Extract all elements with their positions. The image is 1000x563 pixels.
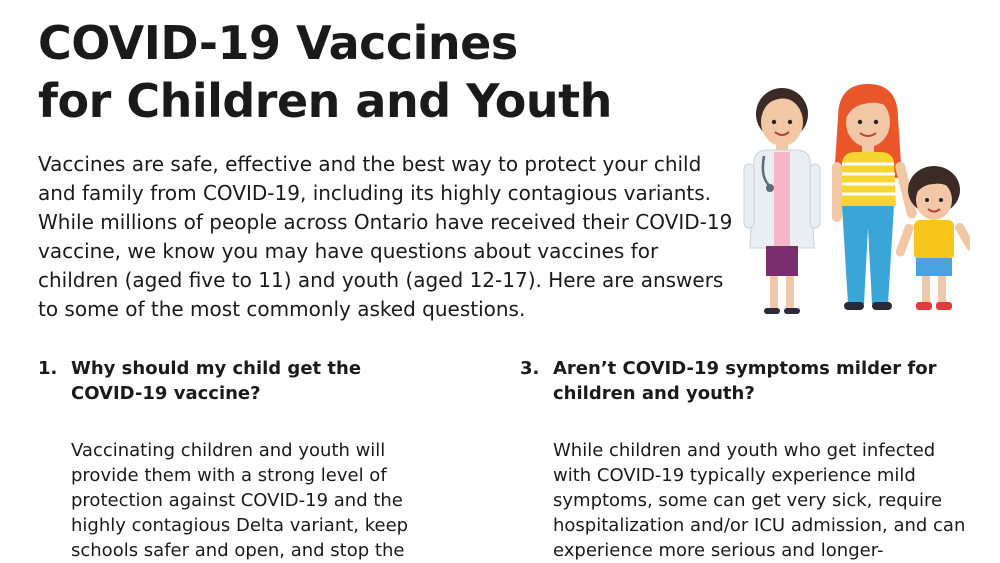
- family-illustration: [738, 78, 970, 323]
- doctor-figure: [744, 88, 820, 314]
- question-1-text: Why should my child get the COVID-19 vaccine?: [71, 358, 362, 404]
- question-1-heading: [38, 356, 438, 406]
- question-1-number: 1.: [38, 358, 58, 379]
- question-3-text: Aren’t COVID-19 symptoms milder for children and youth?: [553, 358, 937, 404]
- question-3-heading: [520, 356, 970, 406]
- title-line-1: COVID-19 Vaccines: [38, 16, 518, 70]
- title-line-2: for Children and Youth: [38, 74, 612, 128]
- question-3-section: [520, 356, 970, 563]
- question-1-section: [38, 356, 438, 563]
- question-3-answer: While children and youth who get infected with COVID-19 typically experience mild symptoms, some can get very sick, require hospitalization and/or ICU admission, and can experience more serious and longer-: [553, 440, 966, 561]
- question-3-number: 3.: [520, 358, 540, 379]
- page-title: [38, 14, 612, 130]
- mother-figure: [832, 84, 918, 310]
- intro-paragraph: Vaccines are safe, effective and the best way to protect your child and family from COVID-19, including its highly contagious variants. While millions of people across Ontario have received their COVID-19 vaccine, we know you may have questions about vaccines for children (aged five to 11) and youth (aged 12-17). Here are answers to some of the most commonly asked questions.: [38, 152, 733, 321]
- question-1-answer: Vaccinating children and youth will provide them with a strong level of protection against COVID-19 and the highly contagious Delta variant, keep schools safer and open, and stop the: [71, 440, 409, 561]
